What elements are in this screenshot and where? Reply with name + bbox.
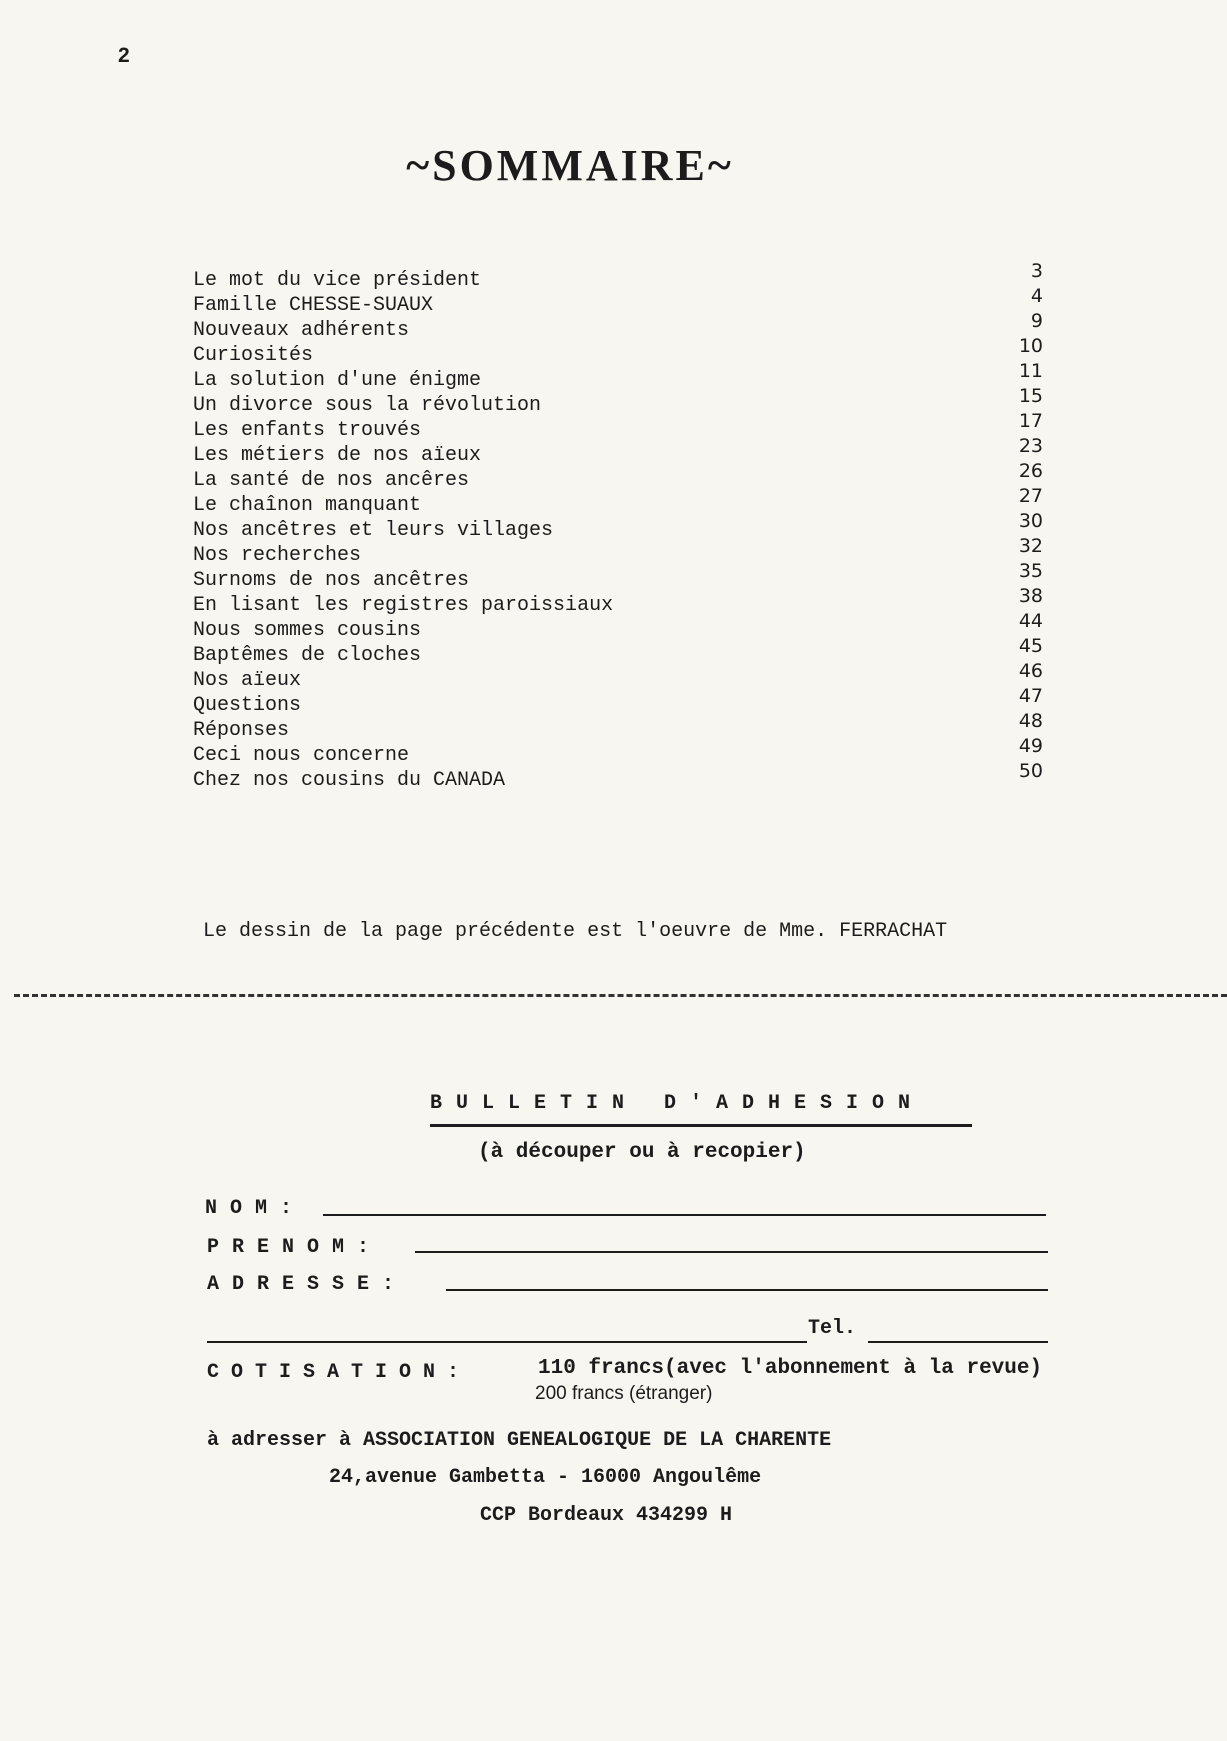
nom-field[interactable] bbox=[323, 1214, 1046, 1216]
toc-entry-label: Curiosités bbox=[193, 344, 314, 367]
cut-here-dashed-line bbox=[14, 994, 1227, 997]
toc-entry-page: 35 bbox=[1018, 560, 1043, 582]
toc-entry-page: 44 bbox=[1018, 610, 1043, 632]
toc-entry-page: 15 bbox=[1018, 385, 1043, 407]
tel-label: Tel. bbox=[808, 1317, 857, 1340]
toc-entry-page: 27 bbox=[1018, 485, 1043, 507]
toc-entry-label: Ceci nous concerne bbox=[193, 744, 410, 767]
toc-entry-page: 46 bbox=[1018, 660, 1043, 682]
toc-entry-page: 4 bbox=[1030, 285, 1043, 307]
cotisation-value: 110 francs(avec l'abonnement à la revue) bbox=[538, 1357, 1043, 1380]
toc-entry-label: Le mot du vice président bbox=[193, 269, 482, 292]
adresse-field[interactable] bbox=[446, 1289, 1048, 1291]
toc-entry-label: Le chaînon manquant bbox=[193, 494, 422, 517]
mailing-address-line-3: CCP Bordeaux 434299 H bbox=[480, 1504, 733, 1527]
toc-entry bbox=[193, 735, 1043, 768]
toc-entry bbox=[193, 410, 1043, 443]
toc-entry bbox=[193, 385, 1043, 418]
toc-entry bbox=[193, 435, 1043, 468]
prenom-field[interactable] bbox=[415, 1251, 1048, 1253]
toc-entry-page: 47 bbox=[1018, 685, 1043, 707]
toc-entry bbox=[193, 760, 1043, 793]
adresse-second-line-field[interactable] bbox=[207, 1341, 807, 1343]
toc-entry-label: La santé de nos ancêres bbox=[193, 469, 470, 492]
adresse-label: ADRESSE: bbox=[207, 1273, 408, 1296]
toc-entry bbox=[193, 310, 1043, 343]
toc-entry-label: Nos ancêtres et leurs villages bbox=[193, 519, 554, 542]
form-subtitle: (à découper ou à recopier) bbox=[478, 1141, 806, 1164]
toc-entry bbox=[193, 685, 1043, 718]
toc-entry-page: 32 bbox=[1018, 535, 1043, 557]
toc-entry-page: 17 bbox=[1018, 410, 1043, 432]
toc-entry-page: 3 bbox=[1030, 260, 1043, 282]
toc-entry-label: Questions bbox=[193, 694, 302, 717]
toc-entry bbox=[193, 585, 1043, 618]
toc-entry-label: En lisant les registres paroissiaux bbox=[193, 594, 614, 617]
toc-entry-label: Nos recherches bbox=[193, 544, 362, 567]
toc-entry bbox=[193, 485, 1043, 518]
toc-entry bbox=[193, 335, 1043, 368]
toc-entry-page: 45 bbox=[1018, 635, 1043, 657]
toc-entry bbox=[193, 360, 1043, 393]
toc-entry bbox=[193, 510, 1043, 543]
toc-entry-page: 11 bbox=[1018, 360, 1043, 382]
toc-entry-page: 49 bbox=[1018, 735, 1043, 757]
cotisation-foreign: 200 francs (étranger) bbox=[535, 1383, 713, 1404]
page-number: 2 bbox=[118, 44, 130, 67]
mailing-address-line-1: à adresser à ASSOCIATION GENEALOGIQUE DE LA CHARENTE bbox=[207, 1429, 832, 1452]
table-of-contents bbox=[193, 260, 1043, 793]
toc-entry-label: Les métiers de nos aïeux bbox=[193, 444, 482, 467]
toc-entry-label: Famille CHESSE-SUAUX bbox=[193, 294, 434, 317]
drawing-credit-caption: Le dessin de la page précédente est l'oeuvre de Mme. FERRACHAT bbox=[203, 920, 948, 943]
toc-entry-page: 48 bbox=[1018, 710, 1043, 732]
toc-entry bbox=[193, 710, 1043, 743]
toc-entry-label: Les enfants trouvés bbox=[193, 419, 422, 442]
mailing-address-line-2: 24,avenue Gambetta - 16000 Angoulême bbox=[329, 1466, 762, 1489]
cotisation-label: COTISATION: bbox=[207, 1361, 472, 1384]
toc-entry bbox=[193, 560, 1043, 593]
toc-entry-page: 23 bbox=[1018, 435, 1043, 457]
toc-entry bbox=[193, 660, 1043, 693]
toc-entry bbox=[193, 460, 1043, 493]
toc-entry-label: Nos aïeux bbox=[193, 669, 302, 692]
toc-entry-page: 9 bbox=[1030, 310, 1043, 332]
toc-entry-label: Un divorce sous la révolution bbox=[193, 394, 542, 417]
toc-entry-page: 26 bbox=[1018, 460, 1043, 482]
toc-entry-page: 50 bbox=[1018, 760, 1043, 782]
toc-entry-label: Surnoms de nos ancêtres bbox=[193, 569, 470, 592]
toc-entry-label: Baptêmes de cloches bbox=[193, 644, 422, 667]
toc-entry-label: Nous sommes cousins bbox=[193, 619, 422, 642]
toc-entry bbox=[193, 535, 1043, 568]
form-title-underline bbox=[430, 1124, 972, 1127]
toc-entry bbox=[193, 285, 1043, 318]
form-title: BULLETIN D'ADHESION bbox=[430, 1092, 925, 1115]
page-title: ~SOMMAIRE~ bbox=[406, 141, 734, 190]
toc-entry-label: Réponses bbox=[193, 719, 290, 742]
toc-entry-label: Chez nos cousins du CANADA bbox=[193, 769, 506, 792]
toc-entry bbox=[193, 260, 1043, 293]
toc-entry-label: Nouveaux adhérents bbox=[193, 319, 410, 342]
toc-entry bbox=[193, 635, 1043, 668]
toc-entry-page: 38 bbox=[1018, 585, 1043, 607]
toc-entry-page: 10 bbox=[1018, 335, 1043, 357]
toc-entry bbox=[193, 610, 1043, 643]
toc-entry-label: La solution d'une énigme bbox=[193, 369, 482, 392]
tel-field[interactable] bbox=[868, 1341, 1048, 1343]
nom-label: NOM: bbox=[205, 1197, 306, 1220]
prenom-label: PRENOM: bbox=[207, 1236, 383, 1259]
toc-entry-page: 30 bbox=[1018, 510, 1043, 532]
